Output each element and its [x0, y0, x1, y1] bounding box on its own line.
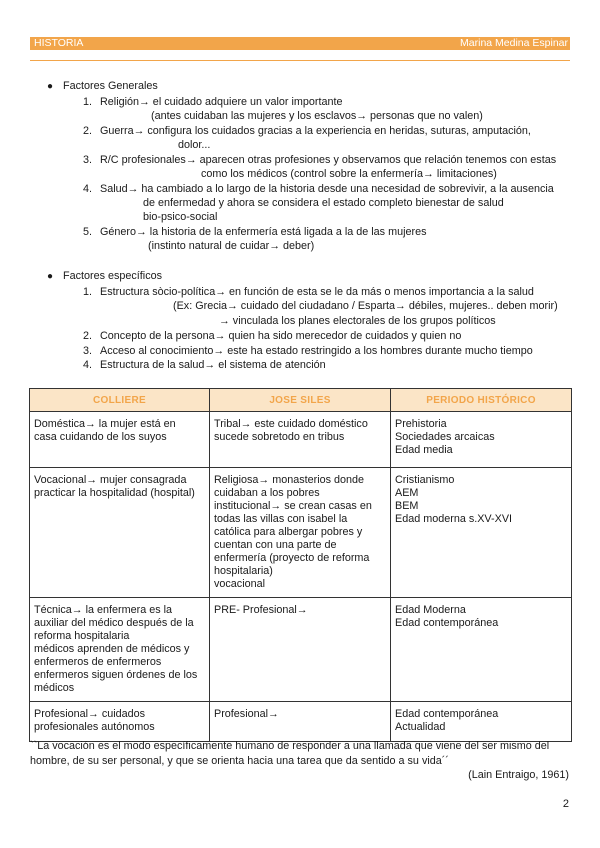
- table-cell: Cristianismo AEM BEM Edad moderna s.XV-XVI: [391, 468, 572, 598]
- list-number: 3.: [83, 345, 93, 357]
- header-subject: HISTORIA: [34, 37, 84, 49]
- table-cell: Técnica→ la enfermera es la auxiliar del médico después de la reforma hospitalaria médicos aprenden de médicos y enfermeros de enfermeros enfermeros siguen órdenes de los médicos: [30, 598, 210, 702]
- header-author: Marina Medina Espinar: [460, 37, 568, 49]
- header-divider: [30, 60, 570, 61]
- list-item-note: (antes cuidaban las mujeres y los esclavos→ personas que no valen): [151, 110, 483, 122]
- table-cell: Edad contemporánea Actualidad: [391, 702, 572, 742]
- page-number: 2: [562, 798, 569, 810]
- list-item-note: (Ex: Grecia→ cuidado del ciudadano / Esparta→ débiles, mujeres.. deben morir): [173, 300, 558, 312]
- bullet-icon: ●: [47, 271, 54, 282]
- table-cell: Tribal→ este cuidado doméstico sucede sobretodo en tribus: [210, 412, 391, 468]
- list-item-note: como los médicos (control sobre la enfermería→ limitaciones): [201, 168, 497, 180]
- table-row: [30, 598, 572, 702]
- list-number: 3.: [83, 154, 93, 166]
- list-number: 1.: [83, 96, 93, 108]
- table-cell: Prehistoria Sociedades arcaicas Edad media: [391, 412, 572, 468]
- list-item-note: dolor...: [178, 139, 211, 151]
- column-header-colliere: COLLIERE: [30, 389, 210, 412]
- list-item: Acceso al conocimiento→ este ha estado restringido a los hombres durante mucho tiempo: [100, 345, 533, 357]
- column-header-periodo: PERIODO HISTÓRICO: [391, 389, 572, 412]
- list-number: 5.: [83, 226, 93, 238]
- list-item: Salud→ ha cambiado a lo largo de la historia desde una necesidad de sobrevivir, a la ausencia: [100, 183, 554, 195]
- list-item-note: bio-psico-social: [143, 211, 218, 223]
- quote-citation: (Lain Entraigo, 1961): [468, 769, 569, 781]
- table-cell: PRE- Profesional→: [210, 598, 391, 702]
- list-item: R/C profesionales→ aparecen otras profesiones y observamos que relación tenemos con estas: [100, 154, 557, 166]
- quote-text: ``La vocación es el modo específicamente humano de responder a una llamada que viene del ser mismo del hombre, de su ser personal, y que se orienta hacia una tarea que da sentido a su vida´´: [30, 740, 550, 767]
- list-number: 4.: [83, 359, 93, 371]
- table-cell: Religiosa→ monasterios donde cuidaban a los pobres institucional→ se crean casas en todas las villas con isabel la católica para albergar pobres y cuentan con una parte de enfermería (proyecto de reforma hospitalaria) vocacional: [210, 468, 391, 598]
- table-cell: Profesional→: [210, 702, 391, 742]
- page-header: [30, 37, 570, 50]
- list-number: 4.: [83, 183, 93, 195]
- column-header-jose-siles: JOSE SILES: [210, 389, 391, 412]
- table-header-row: [30, 389, 572, 412]
- list-item-note: → vinculada los planes electorales de los grupos políticos: [219, 315, 496, 327]
- table-cell: Edad Moderna Edad contemporánea: [391, 598, 572, 702]
- list-item: Concepto de la persona→ quien ha sido merecedor de cuidados y quien no: [100, 330, 462, 342]
- table-row: [30, 702, 572, 742]
- list-item-note: (instinto natural de cuidar→ deber): [148, 240, 315, 252]
- list-item: Estructura sòcio-política→ en función de esta se le da más o menos importancia a la salud: [100, 286, 534, 298]
- history-table: [29, 388, 572, 742]
- table-row: [30, 468, 572, 598]
- table-cell: Doméstica→ la mujer está en casa cuidando de los suyos: [30, 412, 210, 468]
- list-number: 2.: [83, 125, 93, 137]
- list-item-note: de enfermedad y ahora se considera el estado completo bienestar de salud: [143, 197, 504, 209]
- list-item: Guerra→ configura los cuidados gracias a la experiencia en heridas, suturas, amputación,: [100, 125, 531, 137]
- table-cell: Profesional→ cuidados profesionales autónomos: [30, 702, 210, 742]
- list-item: Estructura de la salud→ el sistema de atención: [100, 359, 326, 371]
- section-title-general: Factores Generales: [63, 80, 158, 92]
- list-item: Religión→ el cuidado adquiere un valor importante: [100, 96, 343, 108]
- list-number: 1.: [83, 286, 93, 298]
- section-title-specific: Factores específicos: [63, 270, 163, 282]
- table-cell: Vocacional→ mujer consagrada practicar la hospitalidad (hospital): [30, 468, 210, 598]
- list-number: 2.: [83, 330, 93, 342]
- list-item: Género→ la historia de la enfermería está ligada a la de las mujeres: [100, 226, 427, 238]
- bullet-icon: ●: [47, 81, 54, 92]
- table-row: [30, 412, 572, 468]
